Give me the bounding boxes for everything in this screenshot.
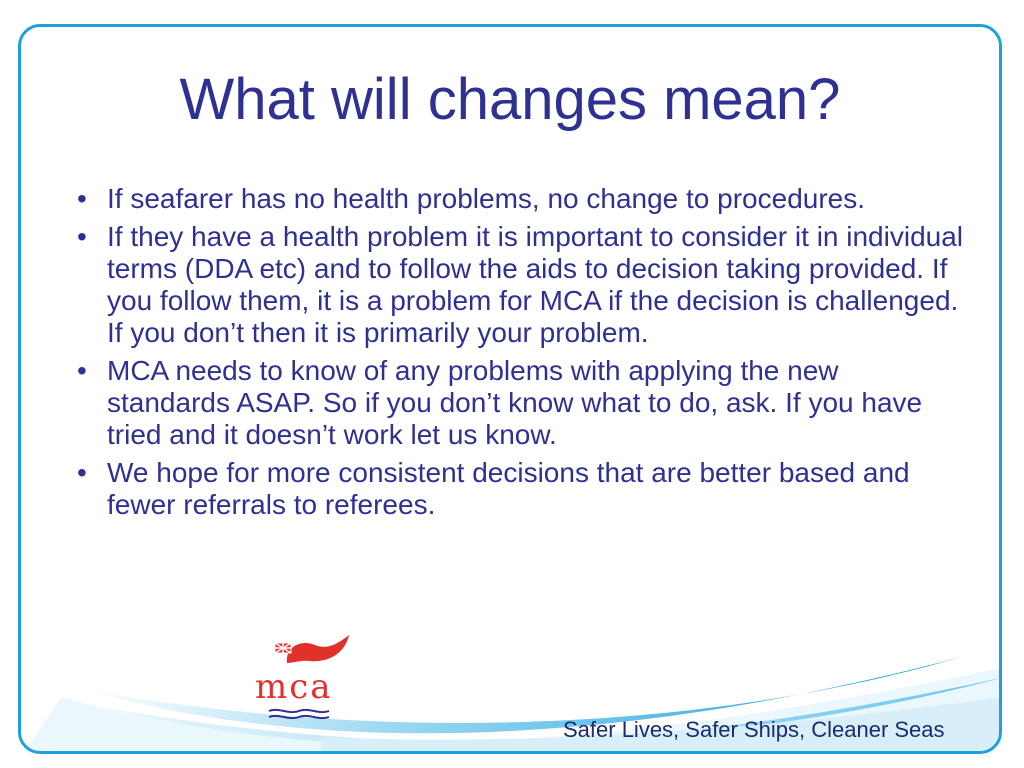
bullet-item (73, 221, 963, 349)
bullet-text: If seafarer has no health problems, no change to procedures. (107, 183, 866, 214)
bullet-dot: • (77, 221, 87, 252)
bullet-dot: • (77, 457, 87, 488)
slide-frame (18, 24, 1002, 754)
mca-logo-text: mca (255, 667, 333, 707)
bullet-item (73, 183, 963, 215)
bullet-dot: • (77, 355, 87, 386)
tagline: Safer Lives, Safer Ships, Cleaner Seas (563, 717, 945, 742)
bullet-list (73, 183, 963, 527)
bullet-dot: • (77, 183, 87, 214)
bullet-text: If they have a health problem it is important to consider it in individual terms (DDA etc) and to follow the aids to decision taking provided. If you follow them, it is a problem for MCA if the decision is challenged. If you don’t then it is primarily your problem. (107, 221, 964, 348)
bullet-text: We hope for more consistent decisions that are better based and fewer referrals to referees. (107, 457, 910, 520)
bullet-item (73, 457, 963, 521)
bullet-text: MCA needs to know of any problems with applying the new standards ASAP. So if you don’t know what to do, ask. If you have tried and it doesn’t work let us know. (107, 355, 923, 450)
bullet-item (73, 355, 963, 451)
slide-title: What will changes mean? (179, 67, 841, 132)
